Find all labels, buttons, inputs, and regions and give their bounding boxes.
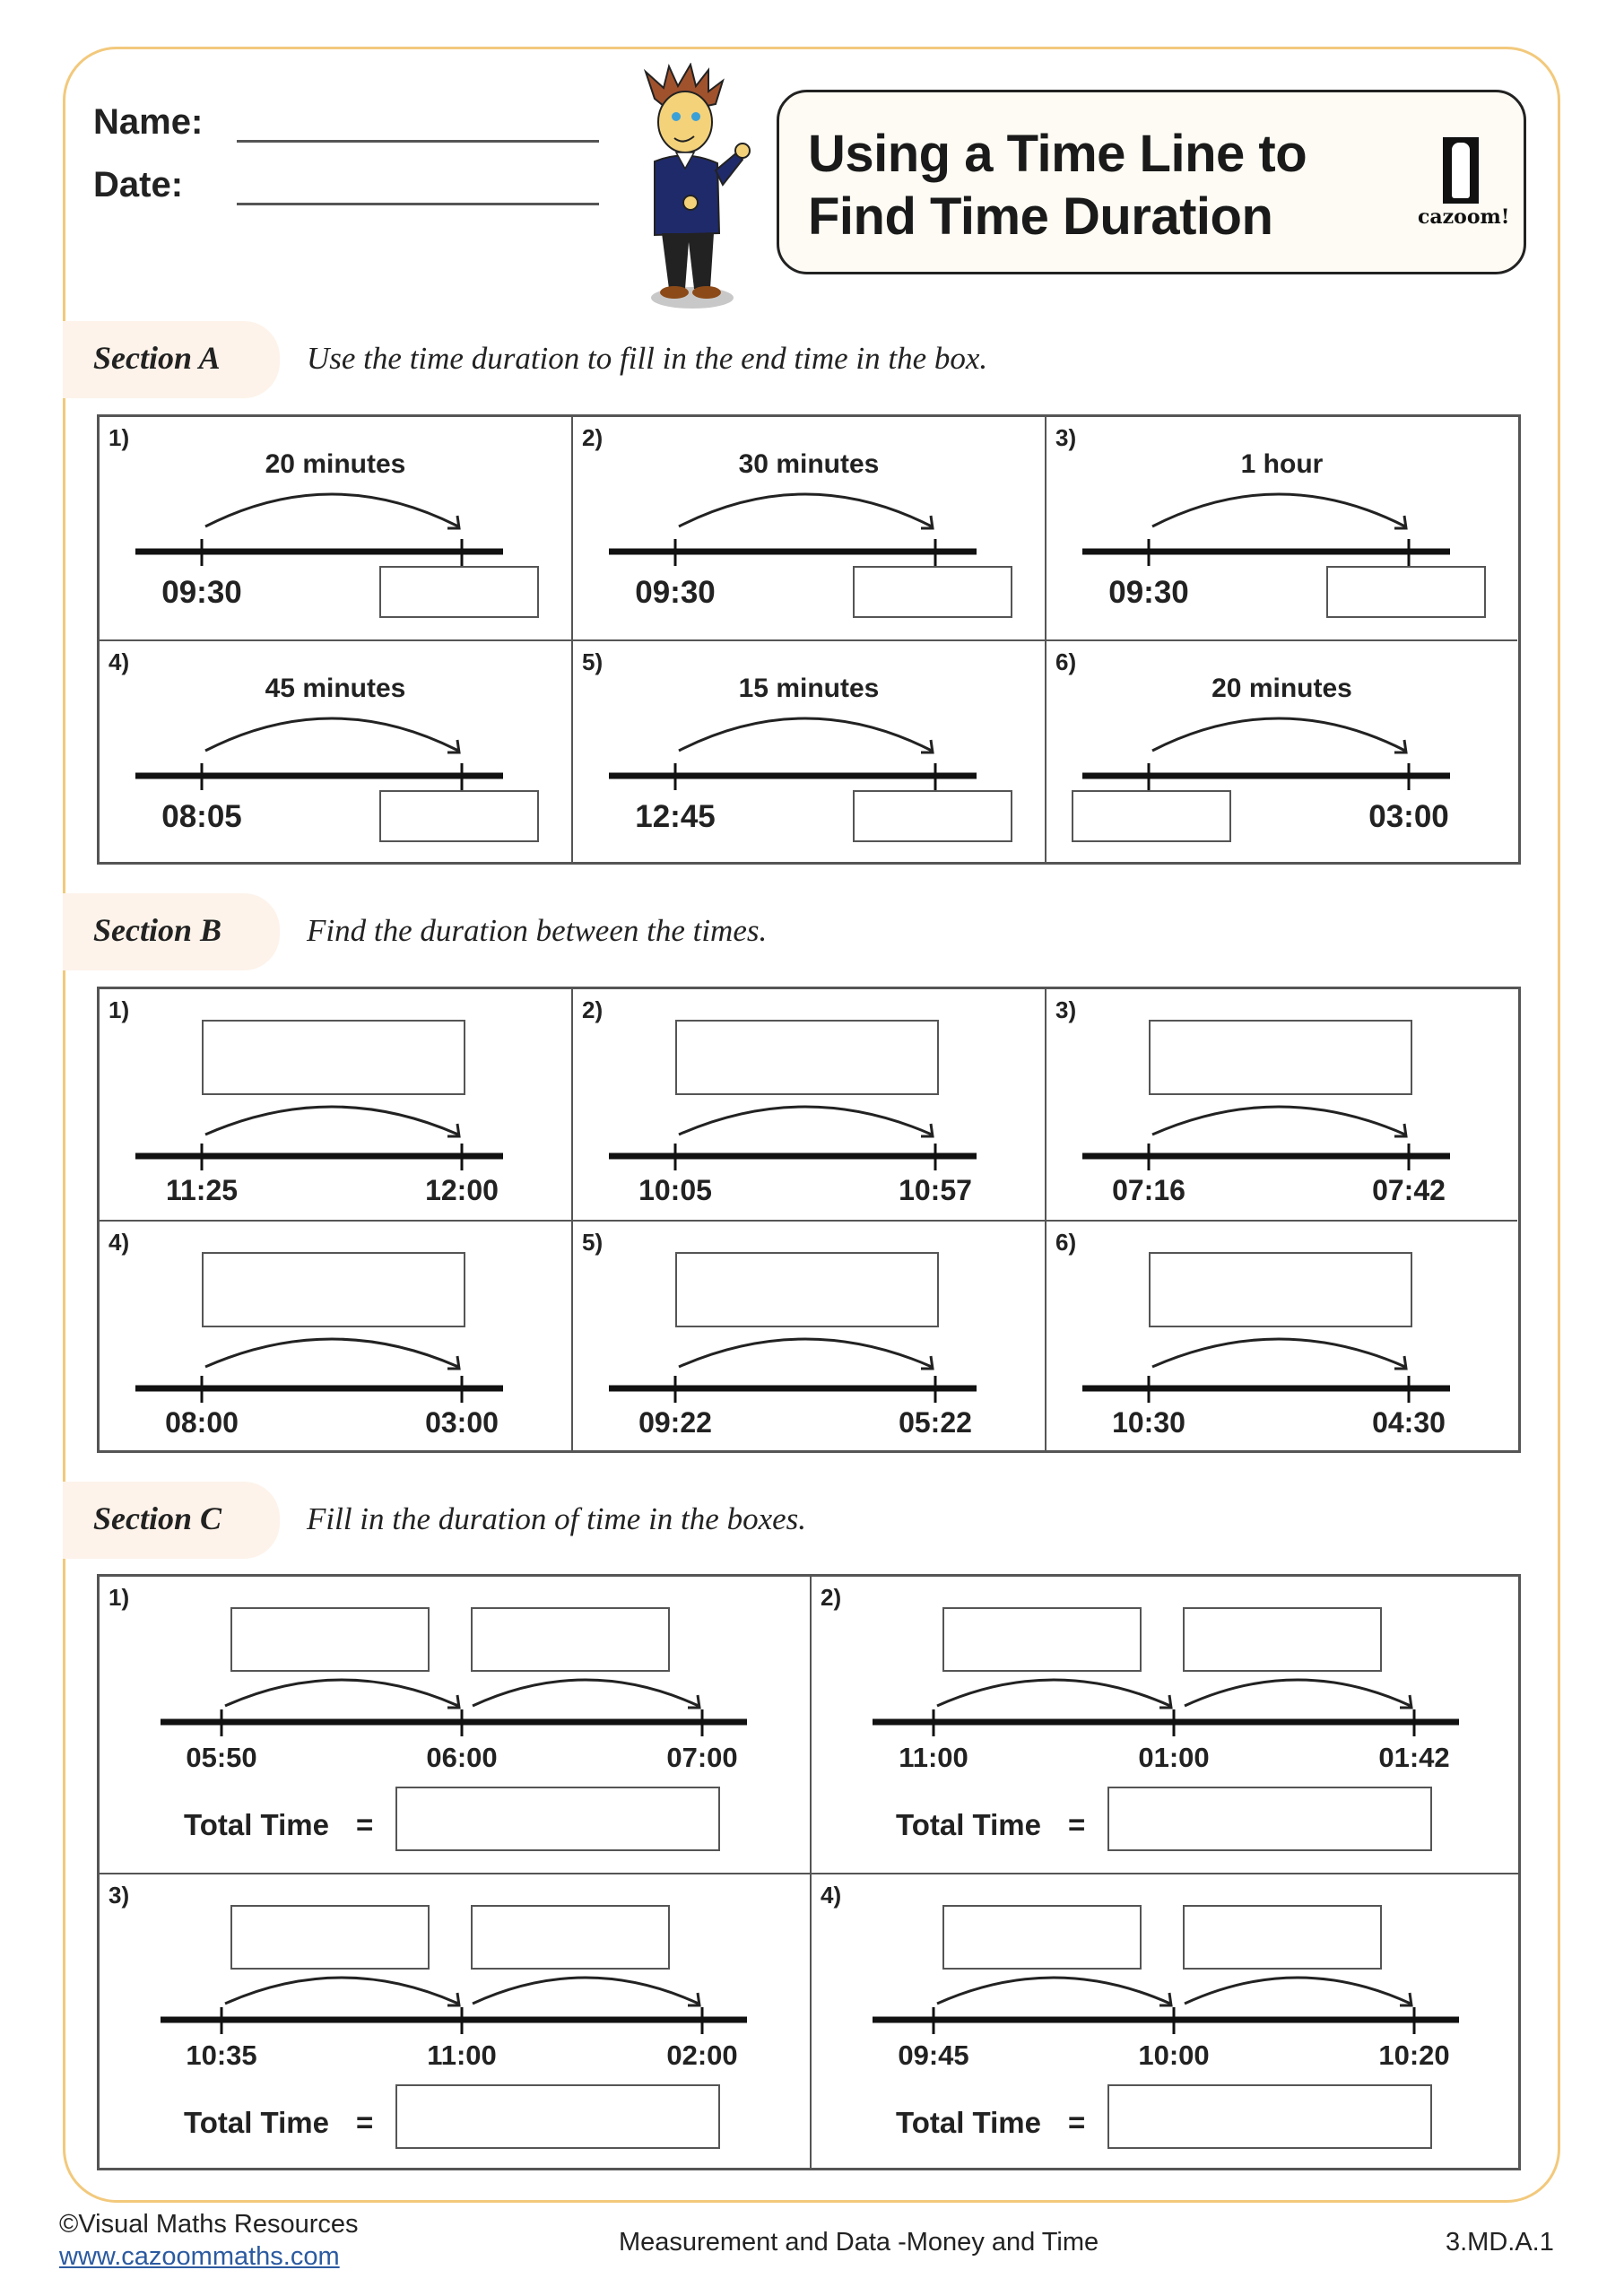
arrow-arc	[225, 1978, 458, 2004]
title-line-2: Find Time Duration	[808, 187, 1273, 246]
time-label: 06:00	[426, 1742, 498, 1773]
date-field[interactable]	[237, 203, 599, 205]
title-box	[777, 90, 1526, 274]
total-time-answer-box[interactable]	[1107, 2084, 1432, 2149]
equals-sign: =	[356, 2106, 374, 2139]
worksheet-title	[808, 123, 1307, 248]
duration-label: 15 minutes	[738, 674, 880, 703]
section-a-question	[573, 417, 1046, 641]
start-time: 09:22	[638, 1406, 712, 1439]
start-time: 07:16	[1112, 1174, 1185, 1206]
end-time-answer-box[interactable]	[379, 790, 539, 842]
question-number: 6)	[1055, 1229, 1077, 1256]
arrow-arc	[937, 1680, 1170, 1706]
arrow-arc	[205, 1107, 458, 1135]
start-time: 09:30	[635, 575, 716, 610]
arrow-arc	[473, 1680, 699, 1706]
total-time-label: Total Time	[896, 2106, 1041, 2139]
question-number: 3)	[1055, 424, 1077, 451]
arrow-arc	[225, 1680, 458, 1706]
equals-sign: =	[1068, 2106, 1086, 2139]
section-b-question	[1046, 1222, 1517, 1450]
duration-label: 30 minutes	[738, 449, 880, 479]
time-label: 07:00	[666, 1742, 738, 1773]
name-label: Name:	[93, 102, 204, 142]
mascot-illustration	[619, 63, 762, 314]
logo-text: cazoom!	[1418, 205, 1510, 229]
start-time: 12:45	[635, 799, 716, 834]
time-label: 11:00	[427, 2039, 497, 2071]
footer-copyright: ©Visual Maths Resources	[59, 2210, 359, 2239]
section-a-question	[100, 417, 573, 641]
question-number: 4)	[821, 1882, 842, 1909]
question-number: 4)	[109, 648, 130, 675]
time-label: 10:35	[186, 2039, 257, 2071]
section-c-question	[100, 1874, 812, 2169]
section-b-grid	[97, 987, 1521, 1453]
section-a-question	[1046, 417, 1517, 641]
section-c-instruction: Fill in the duration of time in the boxes.	[307, 1501, 807, 1536]
section-a-grid	[97, 414, 1521, 865]
footer-topic: Measurement and Data -Money and Time	[619, 2228, 1099, 2257]
time-label: 10:20	[1378, 2039, 1450, 2071]
question-number: 2)	[582, 424, 604, 451]
end-time: 07:42	[1372, 1174, 1446, 1206]
name-field[interactable]	[237, 140, 599, 143]
footer-website-link[interactable]: www.cazoommaths.com	[59, 2242, 340, 2271]
section-a-question	[573, 641, 1046, 862]
start-time: 09:30	[1108, 575, 1189, 610]
end-time-answer-box[interactable]	[379, 566, 539, 618]
cazoom-logo	[1418, 137, 1510, 236]
date-label: Date:	[93, 165, 184, 204]
section-b-instruction: Find the duration between the times.	[307, 913, 768, 948]
question-number: 3)	[109, 1882, 130, 1909]
arrow-arc	[205, 1339, 458, 1367]
time-label: 01:00	[1138, 1742, 1210, 1773]
start-time: 10:05	[638, 1174, 712, 1206]
arrow-arc	[1185, 1978, 1411, 2004]
section-a-question	[100, 641, 573, 862]
duration-label: 20 minutes	[1211, 674, 1352, 703]
question-number: 1)	[109, 996, 130, 1023]
end-time: 04:30	[1372, 1406, 1446, 1439]
question-number: 5)	[582, 648, 604, 675]
total-time-label: Total Time	[184, 1808, 329, 1841]
end-time-answer-box[interactable]	[853, 566, 1012, 618]
start-time: 08:00	[165, 1406, 239, 1439]
section-b-question	[100, 989, 573, 1222]
arrow-arc	[1152, 1339, 1405, 1367]
question-number: 6)	[1055, 648, 1077, 675]
end-time-answer-box[interactable]	[853, 790, 1012, 842]
end-time: 03:00	[425, 1406, 499, 1439]
title-line-1: Using a Time Line to	[808, 125, 1307, 183]
section-a-name: Section A	[93, 340, 221, 376]
section-c-name: Section C	[93, 1500, 222, 1536]
question-number: 3)	[1055, 996, 1077, 1023]
section-b-question	[573, 989, 1046, 1222]
duration-label: 45 minutes	[265, 674, 406, 703]
start-time: 11:25	[165, 1174, 239, 1206]
arrow-arc	[1152, 718, 1405, 751]
duration-label: 1 hour	[1240, 449, 1324, 479]
total-time-answer-box[interactable]	[395, 2084, 720, 2149]
total-time-answer-box[interactable]	[1107, 1787, 1432, 1851]
arrow-arc	[1152, 494, 1405, 526]
time-label: 10:00	[1138, 2039, 1210, 2071]
question-number: 1)	[109, 424, 130, 451]
end-time: 03:00	[1368, 799, 1449, 834]
start-time-answer-box[interactable]	[1072, 790, 1231, 842]
total-time-label: Total Time	[184, 2106, 329, 2139]
end-time-answer-box[interactable]	[1326, 566, 1486, 618]
start-time: 10:30	[1112, 1406, 1185, 1439]
footer-website-wrap	[59, 2242, 340, 2272]
question-number: 2)	[821, 1584, 842, 1611]
end-time: 10:57	[899, 1174, 972, 1206]
section-c-question	[100, 1577, 812, 1874]
arrow-arc	[937, 1978, 1170, 2004]
equals-sign: =	[356, 1808, 374, 1841]
time-label: 05:50	[186, 1742, 257, 1773]
total-time-label: Total Time	[896, 1808, 1041, 1841]
arrow-arc	[473, 1978, 699, 2004]
section-b-question	[100, 1222, 573, 1450]
arrow-arc	[1185, 1680, 1411, 1706]
section-a-instruction: Use the time duration to fill in the end time in the box.	[307, 341, 988, 376]
section-b-question	[1046, 989, 1517, 1222]
equals-sign: =	[1068, 1808, 1086, 1841]
arrow-arc	[679, 1339, 932, 1367]
section-b-question	[573, 1222, 1046, 1450]
arrow-arc	[679, 494, 932, 526]
time-label: 11:00	[899, 1742, 968, 1773]
section-a-question	[1046, 641, 1517, 862]
section-c-question	[812, 1874, 1521, 2169]
question-number: 2)	[582, 996, 604, 1023]
arrow-arc	[205, 494, 458, 526]
time-label: 09:45	[898, 2039, 969, 2071]
footer-standard: 3.MD.A.1	[1446, 2228, 1554, 2257]
logo-cup-icon	[1443, 137, 1479, 204]
arrow-arc	[679, 1107, 932, 1135]
arrow-arc	[679, 718, 932, 751]
duration-label: 20 minutes	[265, 449, 406, 479]
total-time-answer-box[interactable]	[395, 1787, 720, 1851]
question-number: 4)	[109, 1229, 130, 1256]
section-b-name: Section B	[93, 912, 222, 948]
start-time: 09:30	[161, 575, 242, 610]
time-label: 02:00	[666, 2039, 738, 2071]
section-c-question	[812, 1577, 1521, 1874]
question-number: 1)	[109, 1584, 130, 1611]
end-time: 05:22	[899, 1406, 972, 1439]
start-time: 08:05	[161, 799, 242, 834]
end-time: 12:00	[425, 1174, 499, 1206]
section-c-grid	[97, 1574, 1521, 2170]
arrow-arc	[1152, 1107, 1405, 1135]
time-label: 01:42	[1378, 1742, 1450, 1773]
question-number: 5)	[582, 1229, 604, 1256]
arrow-arc	[205, 718, 458, 751]
